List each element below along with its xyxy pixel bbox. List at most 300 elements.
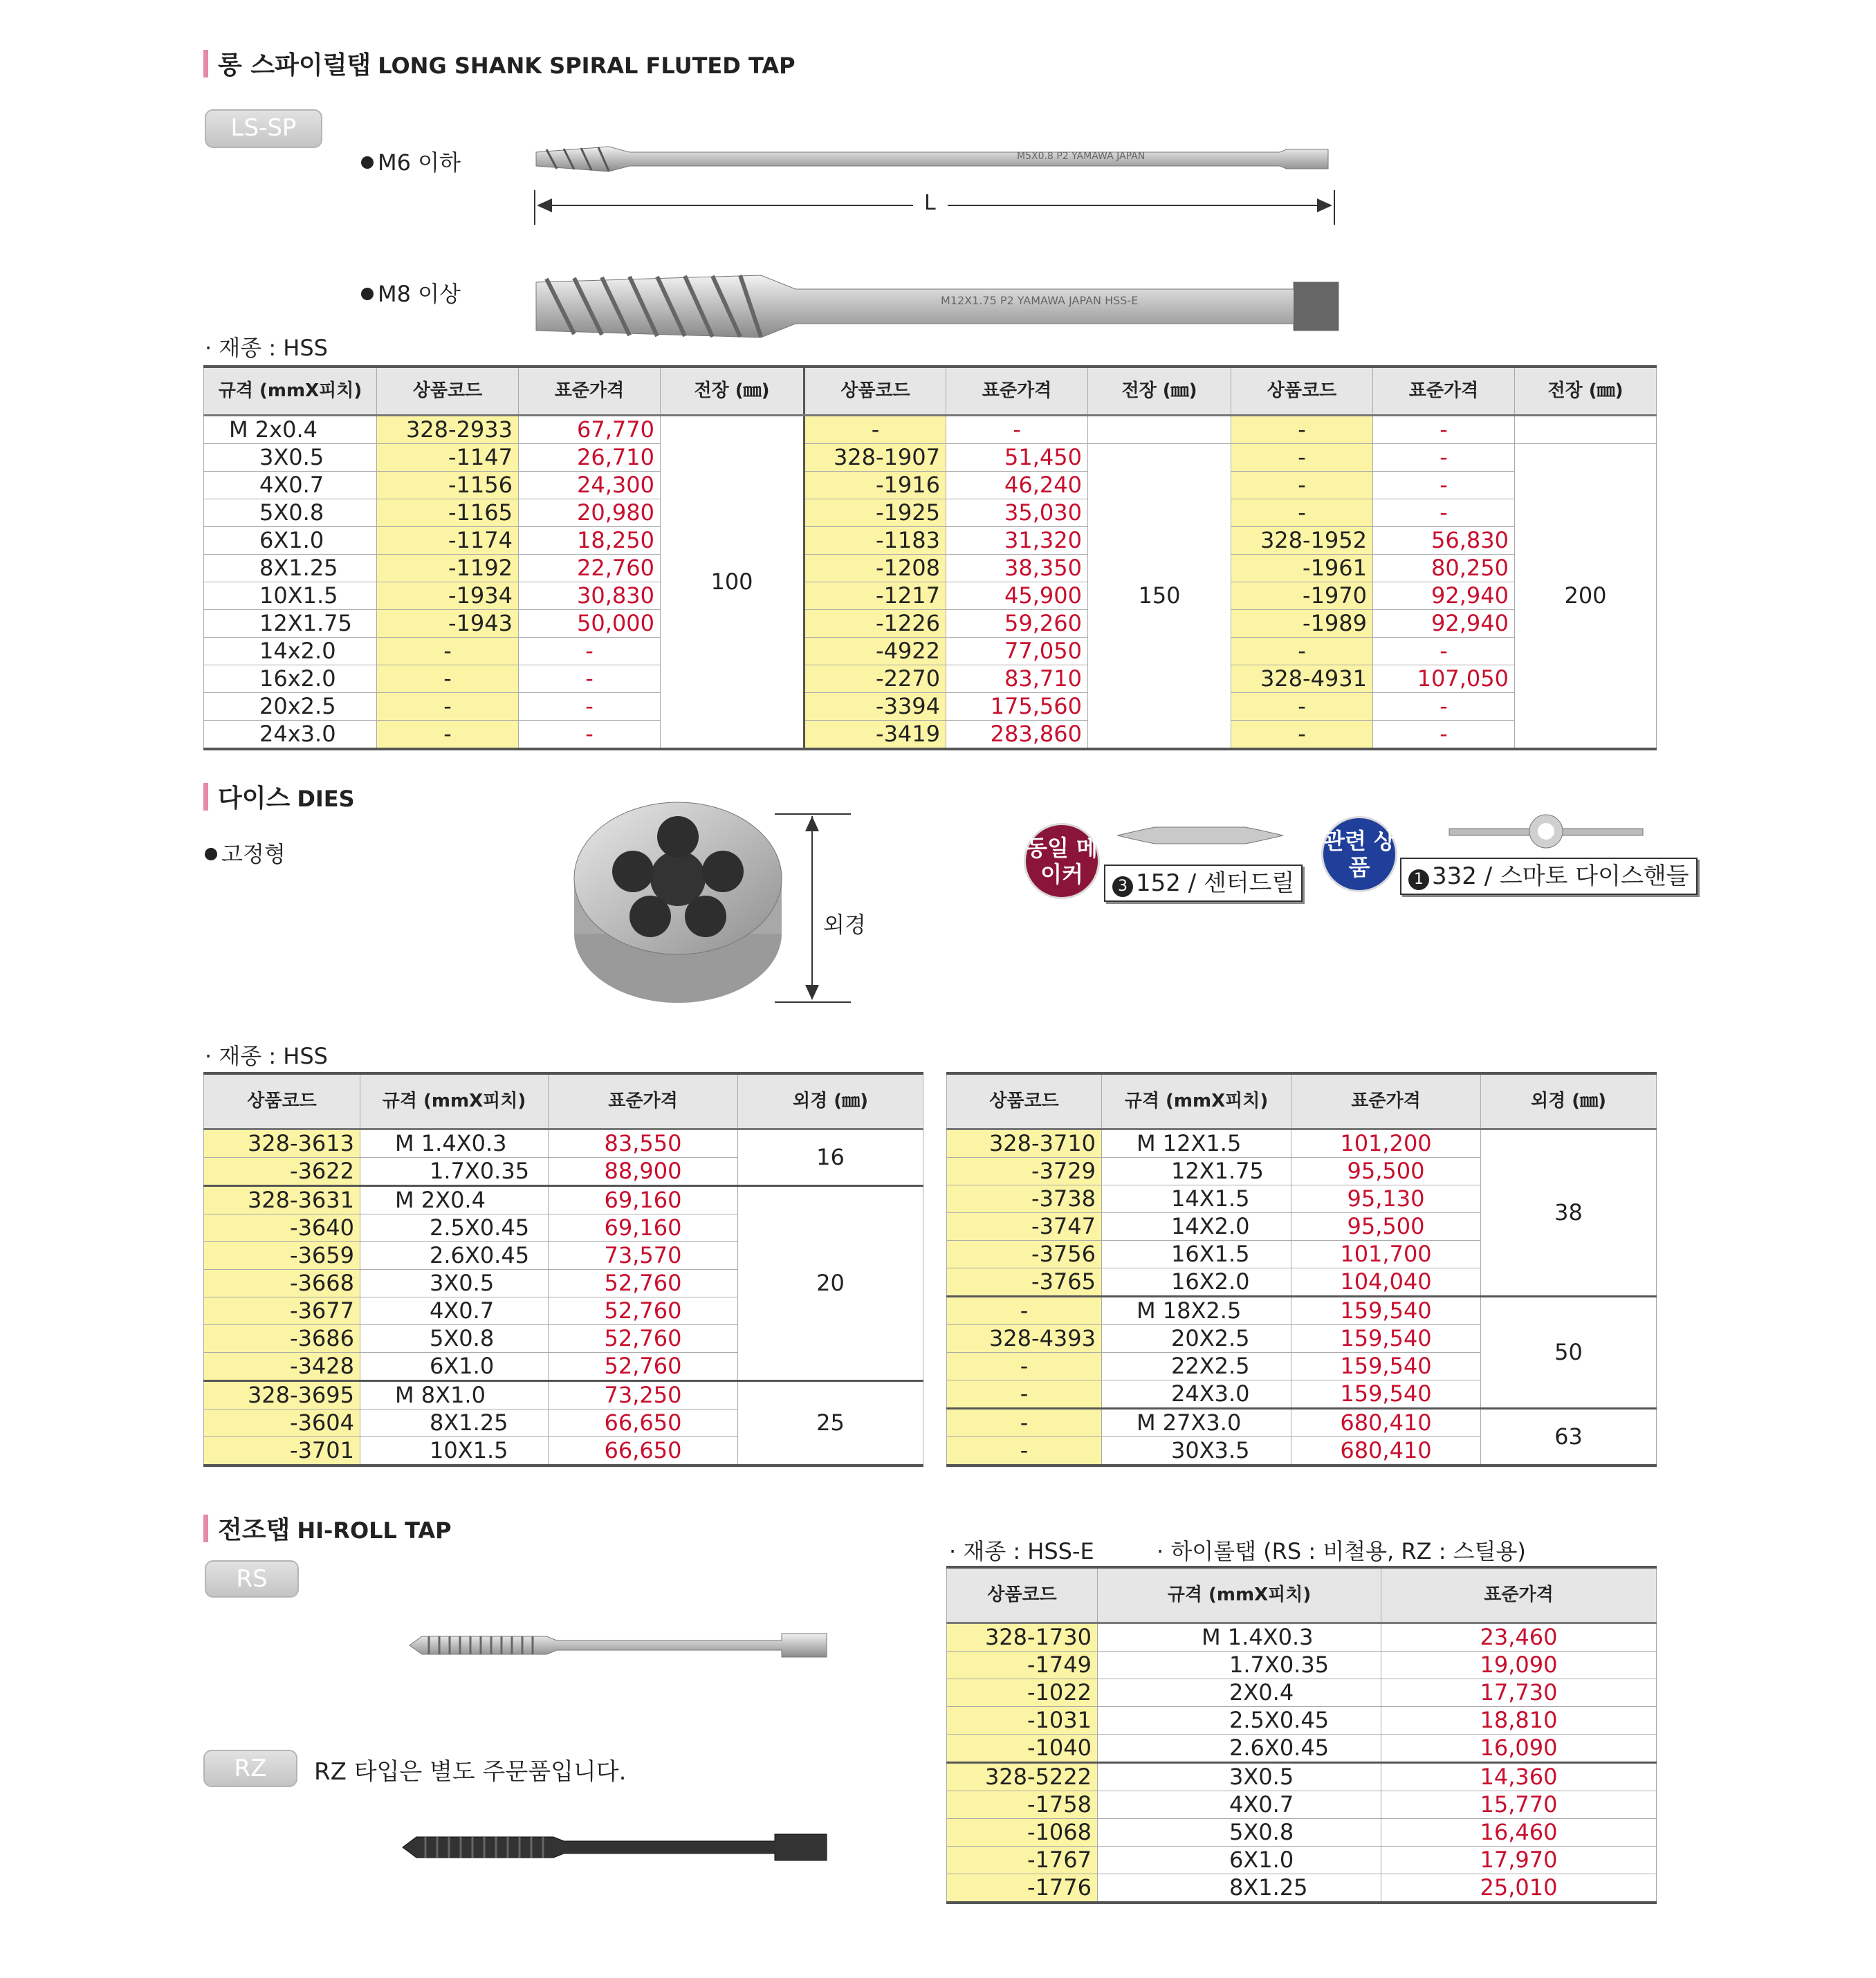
code-cell: -: [947, 1408, 1102, 1436]
code-cell: -3701: [204, 1436, 360, 1466]
rs-badge: RS: [205, 1560, 299, 1598]
price-cell: 51,450: [946, 443, 1088, 471]
price-cell: -: [1373, 637, 1515, 665]
price-cell: 101,200: [1291, 1129, 1481, 1157]
dies-type-label: 고정형: [205, 837, 286, 869]
code-cell: -: [804, 415, 946, 443]
price-cell: 67,770: [519, 415, 661, 443]
ls-sp-badge: LS-SP: [205, 109, 322, 148]
price-cell: 52,760: [549, 1352, 738, 1380]
code-cell: -1068: [947, 1818, 1098, 1846]
code-cell: 328-3710: [947, 1129, 1102, 1157]
dies-left-table: [203, 1072, 923, 1467]
header-code: 상품코드: [204, 1073, 360, 1129]
header-price: 표준가격: [519, 367, 661, 415]
price-cell: -: [946, 415, 1088, 443]
spec-cell: 22X2.5: [1102, 1352, 1291, 1380]
header-code: 상품코드: [804, 367, 946, 415]
spiral-price-table: [203, 365, 1657, 750]
arrow-down-icon: [805, 985, 819, 1000]
price-cell: -: [1373, 471, 1515, 499]
header-spec: 규격 (mmX피치): [1102, 1073, 1291, 1129]
spec-cell: 2.5X0.45: [360, 1214, 549, 1241]
price-cell: 52,760: [549, 1269, 738, 1297]
table-row: [204, 443, 1657, 471]
spec-cell: 24X3.0: [1102, 1380, 1291, 1408]
code-cell: -: [377, 720, 519, 749]
spec-cell: M 2X0.4: [360, 1185, 549, 1214]
spec-cell: M 27X3.0: [1102, 1408, 1291, 1436]
header-code: 상품코드: [1231, 367, 1373, 415]
table-row: [204, 1185, 923, 1214]
hiroll-section-title: [203, 1510, 452, 1546]
spec-cell: 12X1.75: [1102, 1157, 1291, 1185]
outer-cell: 20: [738, 1185, 923, 1380]
spiral-title-en: LONG SHANK SPIRAL FLUTED TAP: [378, 53, 796, 79]
price-cell: 175,560: [946, 692, 1088, 720]
code-cell: -1156: [377, 471, 519, 499]
price-cell: -: [1373, 720, 1515, 749]
table-row: [204, 637, 1657, 665]
table-row: [204, 554, 1657, 582]
spec-cell: 14X1.5: [1102, 1185, 1291, 1212]
price-cell: 17,730: [1381, 1679, 1657, 1706]
code-cell: -1916: [804, 471, 946, 499]
code-cell: -: [947, 1380, 1102, 1408]
code-cell: -1934: [377, 582, 519, 609]
table-row: [204, 692, 1657, 720]
price-cell: 77,050: [946, 637, 1088, 665]
rz-badge: RZ: [203, 1750, 297, 1787]
table-row: [204, 415, 1657, 443]
code-cell: 328-3695: [204, 1380, 360, 1409]
table-row: [204, 526, 1657, 554]
code-cell: -1031: [947, 1706, 1098, 1734]
die-image: [567, 795, 789, 1010]
ref-die-handle[interactable]: 1 332 / 스마토 다이스핸들: [1400, 858, 1698, 895]
spec-cell: 2.6X0.45: [1098, 1734, 1381, 1762]
spec-cell: M 2x0.4: [204, 415, 377, 443]
code-cell: -3428: [204, 1352, 360, 1380]
code-cell: -2270: [804, 665, 946, 692]
code-cell: -1970: [1231, 582, 1373, 609]
price-cell: 31,320: [946, 526, 1088, 554]
table-row: [947, 1818, 1657, 1846]
header-outer: 외경 (㎜): [738, 1073, 923, 1129]
table-row: [947, 1129, 1657, 1157]
price-cell: 15,770: [1381, 1791, 1657, 1818]
code-cell: 328-2933: [377, 415, 519, 443]
large-tap-image: [533, 268, 1342, 344]
price-cell: 18,810: [1381, 1706, 1657, 1734]
code-cell: -: [947, 1296, 1102, 1324]
price-cell: -: [1373, 443, 1515, 471]
table-row: [204, 609, 1657, 637]
price-cell: 107,050: [1373, 665, 1515, 692]
table-row: [947, 1651, 1657, 1679]
code-cell: -1217: [804, 582, 946, 609]
price-cell: 16,090: [1381, 1734, 1657, 1762]
code-cell: -3765: [947, 1268, 1102, 1296]
code-cell: -1183: [804, 526, 946, 554]
rz-note: RZ 타입은 별도 주문품입니다.: [314, 1758, 627, 1786]
spiral-table-body: [204, 415, 1657, 749]
price-cell: 159,540: [1291, 1352, 1481, 1380]
price-cell: 35,030: [946, 499, 1088, 526]
header-price: 표준가격: [946, 367, 1088, 415]
code-cell: 328-1730: [947, 1623, 1098, 1651]
table-row: [204, 582, 1657, 609]
header-length: 전장 (㎜): [1515, 367, 1657, 415]
code-cell: -: [1231, 637, 1373, 665]
die-dim-bottom: [775, 1001, 851, 1003]
table-row: [204, 1129, 923, 1157]
code-cell: -3394: [804, 692, 946, 720]
header-length: 전장 (㎜): [661, 367, 804, 415]
spec-cell: 2X0.4: [1098, 1679, 1381, 1706]
spec-cell: M 8X1.0: [360, 1380, 549, 1409]
length-cell: 100: [661, 415, 804, 749]
table-row: [204, 1380, 923, 1409]
length-cell-empty: [1088, 415, 1231, 443]
dim-line-right: [948, 205, 1328, 206]
code-cell: -1749: [947, 1651, 1098, 1679]
table-row: [204, 665, 1657, 692]
table-row: [947, 1408, 1657, 1436]
small-tap-image: [533, 138, 1335, 180]
same-maker-badge: 동일 메이커: [1024, 823, 1100, 899]
spec-cell: M 1.4X0.3: [360, 1129, 549, 1157]
code-cell: -1165: [377, 499, 519, 526]
code-cell: -3729: [947, 1157, 1102, 1185]
code-cell: -: [377, 665, 519, 692]
price-cell: 17,970: [1381, 1846, 1657, 1874]
code-cell: -: [1231, 471, 1373, 499]
price-cell: 680,410: [1291, 1436, 1481, 1466]
code-cell: -1022: [947, 1679, 1098, 1706]
rs-tap-image: [408, 1621, 830, 1670]
accent-bar: [203, 1515, 208, 1542]
code-cell: -1226: [804, 609, 946, 637]
code-cell: 328-4393: [947, 1324, 1102, 1352]
spec-cell: M 1.4X0.3: [1098, 1623, 1381, 1651]
spiral-section-title: [203, 46, 796, 81]
price-cell: 92,940: [1373, 609, 1515, 637]
arrow-up-icon: [805, 816, 819, 831]
code-cell: -1147: [377, 443, 519, 471]
bullet-icon: [361, 156, 374, 169]
table-row: [204, 471, 1657, 499]
price-cell: -: [519, 637, 661, 665]
price-cell: -: [1373, 499, 1515, 526]
spec-cell: 2.6X0.45: [360, 1241, 549, 1269]
code-cell: -3756: [947, 1240, 1102, 1268]
price-cell: 46,240: [946, 471, 1088, 499]
spec-cell: 6X1.0: [204, 526, 377, 554]
dim-L-label: L: [924, 191, 936, 215]
code-cell: -3686: [204, 1324, 360, 1352]
price-cell: -: [1373, 415, 1515, 443]
price-cell: 25,010: [1381, 1874, 1657, 1903]
price-cell: 66,650: [549, 1436, 738, 1466]
price-cell: 92,940: [1373, 582, 1515, 609]
price-cell: 83,710: [946, 665, 1088, 692]
spec-cell: 10X1.5: [204, 582, 377, 609]
arrow-right-icon: [1317, 198, 1332, 212]
spec-cell: M 18X2.5: [1102, 1296, 1291, 1324]
code-cell: -3668: [204, 1269, 360, 1297]
spec-cell: 1.7X0.35: [360, 1157, 549, 1185]
table-row: [947, 1706, 1657, 1734]
header-price: 표준가격: [1291, 1073, 1481, 1129]
price-cell: 159,540: [1291, 1380, 1481, 1408]
spec-cell: 8X1.25: [1098, 1874, 1381, 1903]
price-cell: 20,980: [519, 499, 661, 526]
bullet-icon: [205, 848, 217, 860]
code-cell: -3677: [204, 1297, 360, 1324]
spec-cell: 5X0.8: [360, 1324, 549, 1352]
price-cell: 88,900: [549, 1157, 738, 1185]
spec-cell: 14X2.0: [1102, 1212, 1291, 1240]
code-cell: -4922: [804, 637, 946, 665]
price-cell: 73,570: [549, 1241, 738, 1269]
price-cell: 159,540: [1291, 1324, 1481, 1352]
code-cell: -1767: [947, 1846, 1098, 1874]
spec-cell: 2.5X0.45: [1098, 1706, 1381, 1734]
table-row: [947, 1762, 1657, 1791]
dim-line-left: [540, 205, 913, 206]
code-cell: -: [377, 692, 519, 720]
code-cell: -3419: [804, 720, 946, 749]
table-row: [947, 1874, 1657, 1903]
table-row: [947, 1791, 1657, 1818]
small-tap-marking: M5X0.8 P2 YAMAWA JAPAN: [1017, 151, 1146, 162]
ref-number-icon: 3: [1112, 876, 1133, 897]
table-row: [204, 720, 1657, 749]
hiroll-title-en: HI-ROLL TAP: [297, 1517, 452, 1544]
price-cell: 104,040: [1291, 1268, 1481, 1296]
code-cell: 328-5222: [947, 1762, 1098, 1791]
code-cell: -: [1231, 443, 1373, 471]
spec-cell: 14x2.0: [204, 637, 377, 665]
hiroll-title-ko: 전조탭: [218, 1516, 291, 1544]
code-cell: -1758: [947, 1791, 1098, 1818]
code-cell: -: [1231, 692, 1373, 720]
price-cell: 680,410: [1291, 1408, 1481, 1436]
spec-cell: 3X0.5: [360, 1269, 549, 1297]
code-cell: -: [1231, 499, 1373, 526]
accent-bar: [203, 50, 208, 77]
price-cell: -: [519, 720, 661, 749]
code-cell: -: [1231, 720, 1373, 749]
spec-cell: 3X0.5: [1098, 1762, 1381, 1791]
spiral-material: · 재종 : HSS: [205, 335, 328, 361]
price-cell: 159,540: [1291, 1296, 1481, 1324]
large-tap-marking: M12X1.75 P2 YAMAWA JAPAN HSS-E: [941, 294, 1139, 307]
outer-cell: 50: [1481, 1296, 1657, 1408]
price-cell: 69,160: [549, 1214, 738, 1241]
code-cell: -1174: [377, 526, 519, 554]
spec-cell: 4X0.7: [1098, 1791, 1381, 1818]
header-price: 표준가격: [1373, 367, 1515, 415]
code-cell: 328-1952: [1231, 526, 1373, 554]
price-cell: 95,500: [1291, 1212, 1481, 1240]
price-cell: 80,250: [1373, 554, 1515, 582]
spec-cell: 5X0.8: [1098, 1818, 1381, 1846]
code-cell: -1943: [377, 609, 519, 637]
rz-tap-image: [401, 1823, 830, 1871]
hiroll-body: [947, 1623, 1657, 1903]
price-cell: -: [519, 692, 661, 720]
dim-left-tick: [534, 190, 535, 225]
header-code: 상품코드: [947, 1567, 1098, 1623]
length-cell-empty: [1515, 415, 1657, 443]
spec-cell: 6X1.0: [360, 1352, 549, 1380]
code-cell: -1776: [947, 1874, 1098, 1903]
price-cell: -: [519, 665, 661, 692]
price-cell: 101,700: [1291, 1240, 1481, 1268]
price-cell: 66,650: [549, 1409, 738, 1436]
m8-label: M8 이상: [361, 277, 461, 308]
price-cell: 45,900: [946, 582, 1088, 609]
code-cell: -1961: [1231, 554, 1373, 582]
ref-center-drill[interactable]: 3 152 / 센터드릴: [1104, 865, 1303, 902]
header-spec: 규격 (mmX피치): [204, 367, 377, 415]
table-row: [204, 499, 1657, 526]
spec-cell: 4X0.7: [360, 1297, 549, 1324]
table-row: [947, 1734, 1657, 1762]
price-cell: 38,350: [946, 554, 1088, 582]
price-cell: 95,130: [1291, 1185, 1481, 1212]
code-cell: -1040: [947, 1734, 1098, 1762]
spec-cell: 5X0.8: [204, 499, 377, 526]
price-cell: 52,760: [549, 1297, 738, 1324]
spec-cell: 8X1.25: [204, 554, 377, 582]
hiroll-note: · 하이롤탭 (RS : 비철용, RZ : 스틸용): [1157, 1538, 1526, 1564]
dim-right-tick: [1334, 190, 1335, 225]
spec-cell: 16X2.0: [1102, 1268, 1291, 1296]
spec-cell: 24x3.0: [204, 720, 377, 749]
spec-cell: 3X0.5: [204, 443, 377, 471]
code-cell: -3747: [947, 1212, 1102, 1240]
spec-cell: 4X0.7: [204, 471, 377, 499]
code-cell: 328-3613: [204, 1129, 360, 1157]
code-cell: -1989: [1231, 609, 1373, 637]
dies-title-en: DIES: [297, 786, 355, 812]
header-spec: 규격 (mmX피치): [1098, 1567, 1381, 1623]
dies-section-title: [203, 779, 355, 814]
price-cell: 26,710: [519, 443, 661, 471]
outer-cell: 16: [738, 1129, 923, 1185]
m6-label: M6 이하: [361, 145, 461, 177]
price-cell: 50,000: [519, 609, 661, 637]
code-cell: 328-3631: [204, 1185, 360, 1214]
bullet-icon: [361, 288, 374, 300]
code-cell: -3659: [204, 1241, 360, 1269]
spec-cell: 16X1.5: [1102, 1240, 1291, 1268]
die-dim-line: [811, 816, 813, 999]
price-cell: 52,760: [549, 1324, 738, 1352]
accent-bar: [203, 783, 208, 811]
center-drill-image: [1114, 815, 1287, 856]
related-product-badge: 관련 상품: [1321, 816, 1397, 892]
price-cell: 59,260: [946, 609, 1088, 637]
code-cell: -3604: [204, 1409, 360, 1436]
outer-cell: 63: [1481, 1408, 1657, 1466]
code-cell: -: [947, 1352, 1102, 1380]
price-cell: 14,360: [1381, 1762, 1657, 1791]
outer-cell: 25: [738, 1380, 923, 1466]
price-cell: 56,830: [1373, 526, 1515, 554]
spec-cell: 12X1.75: [204, 609, 377, 637]
length-cell: 150: [1088, 443, 1231, 749]
spec-cell: 8X1.25: [360, 1409, 549, 1436]
table-row: [947, 1846, 1657, 1874]
arrow-left-icon: [537, 198, 552, 212]
code-cell: -1925: [804, 499, 946, 526]
outer-cell: 38: [1481, 1129, 1657, 1296]
price-cell: 73,250: [549, 1380, 738, 1409]
die-dim-top: [775, 813, 851, 815]
spec-cell: 20x2.5: [204, 692, 377, 720]
price-cell: 69,160: [549, 1185, 738, 1214]
code-cell: -: [947, 1436, 1102, 1466]
dies-title-ko: 다이스: [218, 784, 291, 813]
dies-right-table: [946, 1072, 1657, 1467]
dies-left-body: [204, 1129, 923, 1466]
table-row: [947, 1623, 1657, 1651]
code-cell: -3640: [204, 1214, 360, 1241]
spiral-title-ko: 롱 스파이럴탭: [218, 51, 371, 80]
price-cell: 30,830: [519, 582, 661, 609]
header-code: 상품코드: [377, 367, 519, 415]
price-cell: 18,250: [519, 526, 661, 554]
price-cell: -: [1373, 692, 1515, 720]
code-cell: -: [1231, 415, 1373, 443]
dies-right-body: [947, 1129, 1657, 1466]
table-row: [947, 1679, 1657, 1706]
price-cell: 95,500: [1291, 1157, 1481, 1185]
code-cell: -3622: [204, 1157, 360, 1185]
hiroll-table: [946, 1566, 1657, 1904]
price-cell: 22,760: [519, 554, 661, 582]
code-cell: -1208: [804, 554, 946, 582]
price-cell: 23,460: [1381, 1623, 1657, 1651]
spec-cell: 6X1.0: [1098, 1846, 1381, 1874]
table-row: [947, 1296, 1657, 1324]
spec-cell: 10X1.5: [360, 1436, 549, 1466]
ref-number-icon: 1: [1408, 869, 1429, 890]
price-cell: 283,860: [946, 720, 1088, 749]
header-length: 전장 (㎜): [1088, 367, 1231, 415]
spec-cell: M 12X1.5: [1102, 1129, 1291, 1157]
spec-cell: 16x2.0: [204, 665, 377, 692]
code-cell: -3738: [947, 1185, 1102, 1212]
spec-cell: 1.7X0.35: [1098, 1651, 1381, 1679]
code-cell: -: [377, 637, 519, 665]
die-outer-label: 외경: [823, 912, 866, 938]
spec-cell: 20X2.5: [1102, 1324, 1291, 1352]
price-cell: 19,090: [1381, 1651, 1657, 1679]
price-cell: 24,300: [519, 471, 661, 499]
price-cell: 83,550: [549, 1129, 738, 1157]
code-cell: -1192: [377, 554, 519, 582]
header-outer: 외경 (㎜): [1481, 1073, 1657, 1129]
spec-cell: 30X3.5: [1102, 1436, 1291, 1466]
dies-material: · 재종 : HSS: [205, 1043, 328, 1069]
hiroll-material: · 재종 : HSS-E: [949, 1538, 1094, 1564]
die-handle-image: [1446, 812, 1646, 853]
